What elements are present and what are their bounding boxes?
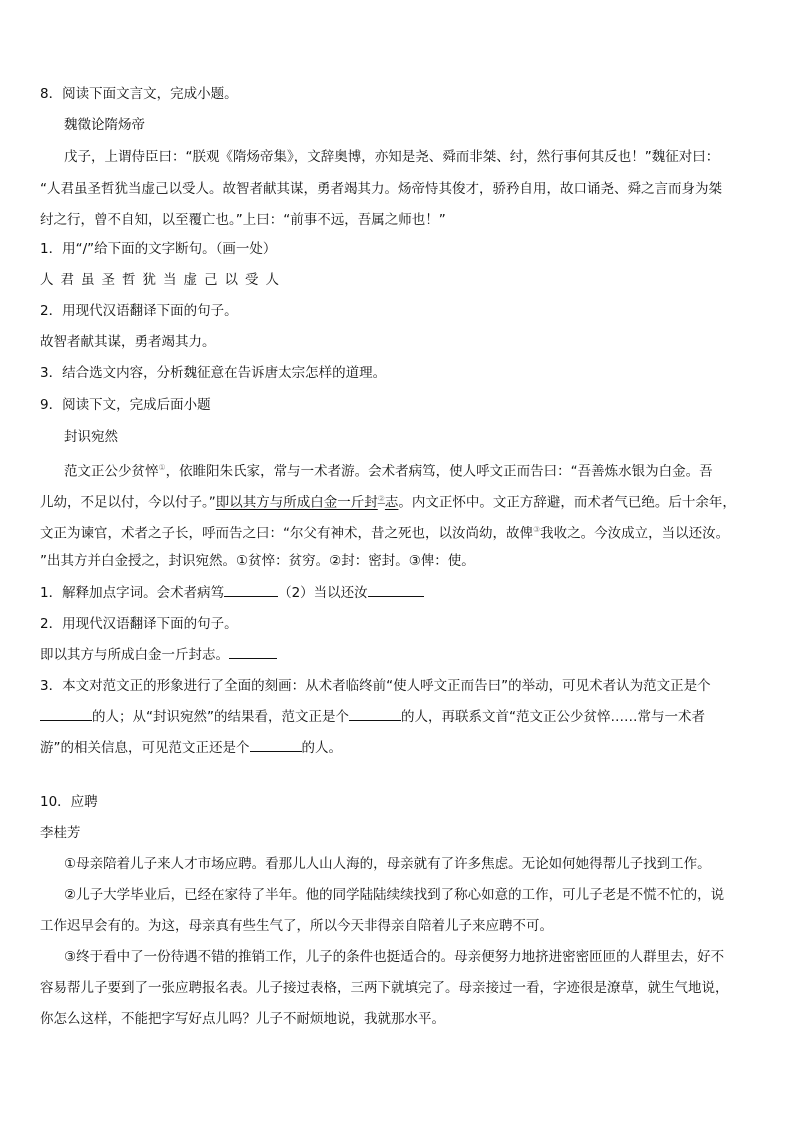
q9-passage-line (40, 521, 760, 543)
q8-passage-line: “人君虽圣哲犹当虚己以受人。故智者献其谋，勇者竭其力。炀帝恃其俊才，骄矜自用，故口诵尧、舜之言而身为桀 (40, 181, 722, 197)
q10-author: 李桂芳 (40, 825, 81, 841)
q10-paragraph-line: 你怎么这样，不能把字写好点儿吗？儿子不耐烦地说，我就那水平。 (40, 1011, 445, 1027)
q9-sub3-line: 3．本文对范文正的形象进行了全面的刻画：从术者临终前“使人呼文正而告曰”的举动，可见术者认为范文正是个 (40, 678, 711, 694)
answer-blank[interactable] (229, 646, 277, 659)
answer-blank[interactable] (224, 584, 278, 597)
q9-passage-text: ，依睢阳朱氏家，常与一术者游。会术者病笃，使人呼文正而告曰：“吾善炼水银为白金。吾 (165, 463, 713, 480)
footnote-marker: ① (158, 463, 166, 472)
q8-heading: 8．阅读下面文言文，完成小题。 (40, 86, 238, 102)
q9-passage-line: ”出其方并白金授之，封识宛然。①贫悴：贫穷。②封：密封。③俾：使。 (40, 553, 475, 569)
underlined-sentence: 志 (384, 494, 399, 511)
answer-blank[interactable] (250, 739, 302, 752)
q8-title: 魏徵论隋炀帝 (64, 117, 145, 133)
q9-heading: 9．阅读下文，完成后面小题 (40, 397, 211, 413)
underlined-sentence: 即以其方与所成白金一斤封 (215, 494, 378, 511)
q10-paragraph-line: 容易帮儿子要到了一张应聘报名表。儿子接过表格，三两下就填完了。母亲接过一看，字迹很是潦草，就生气地说， (40, 980, 729, 996)
q8-passage-line: 纣之行，曾不自知，以至覆亡也。”上曰：“前事不远，吾属之师也！” (40, 212, 446, 228)
q9-title: 封识宛然 (64, 429, 118, 445)
q9-passage-text: 文正为谏官，术者之子长，呼而告之曰：“尔父有神术，昔之死也，以汝尚幼，故俾 (40, 525, 533, 542)
q8-sub3: 3．结合选文内容，分析魏征意在告诉唐太宗怎样的道理。 (40, 365, 387, 381)
q9-sub1 (40, 584, 760, 602)
q9-passage-text: 我收之。今汝成立，当以还汝。 (540, 525, 730, 542)
q8-sub1-text: 人君虽圣哲犹当虚己以受人 (40, 272, 286, 288)
footnote-marker: ③ (533, 525, 541, 534)
q9-sub3-text: 游”的相关信息，可见范文正还是个 (40, 740, 250, 756)
q8-sub2: 2．用现代汉语翻译下面的句子。 (40, 303, 238, 319)
q9-sub3-text: 的人。 (301, 740, 342, 756)
q10-paragraph-line: 工作迟早会有的。为这，母亲真有些生气了，所以今天非得亲自陪着儿子来应聘不可。 (40, 918, 553, 934)
q9-sub3-text: 的人，再联系文首“范文正公少贫悴……常与一术者 (401, 709, 705, 725)
q9-passage-line (40, 490, 760, 512)
q8-sub2-text: 故智者献其谋，勇者竭其力。 (40, 334, 216, 350)
q9-sub2-sentence: 即以其方与所成白金一斤封志。 (40, 647, 229, 663)
answer-blank[interactable] (368, 584, 424, 597)
q10-paragraph-line: ②儿子大学毕业后，已经在家待了半年。他的同学陆陆续续找到了称心如意的工作，可儿子老是不慌不忙的，说 (64, 887, 725, 903)
answer-blank[interactable] (40, 708, 92, 721)
q9-passage-text: 。内文正怀中。文正方辞避，而术者气已绝。后十余年， (398, 494, 736, 511)
q9-passage-line (64, 459, 784, 481)
q8-passage-line: 戊子，上谓侍臣曰：“朕观《隋炀帝集》，文辞奥博，亦知是尧、舜而非桀、纣，然行事何其反也！”魏征对曰： (64, 149, 720, 165)
q9-sub1-text: （2）当以还汝 (278, 585, 368, 601)
q8-sub1: 1．用“/”给下面的文字断句。（画一处） (40, 241, 277, 257)
q9-sub1-text: 1．解释加点字词。会术者病笃 (40, 585, 225, 601)
q10-heading: 10．应聘 (40, 794, 98, 810)
q9-sub3-text: 的人；从“封识宛然”的结果看，范文正是个 (92, 709, 349, 725)
q9-sub2-text (40, 646, 760, 664)
q9-sub3-line (40, 708, 760, 726)
footnote-marker: ② (377, 494, 385, 503)
q9-sub3-line (40, 739, 760, 757)
q9-sub2: 2．用现代汉语翻译下面的句子。 (40, 616, 238, 632)
q10-paragraph-line: ③终于看中了一份待遇不错的推销工作，儿子的条件也挺适合的。母亲便努力地挤进密密匝匝的人群里去，好不 (64, 949, 725, 965)
q10-paragraph-line: ①母亲陪着儿子来人才市场应聘。看那儿人山人海的，母亲就有了许多焦虑。无论如何她得帮儿子找到工作。 (64, 856, 711, 872)
answer-blank[interactable] (349, 708, 401, 721)
q9-passage-text: 儿幼，不足以付，今以付子。” (40, 494, 216, 511)
q9-passage-text: 范文正公少贫悴 (64, 463, 159, 480)
